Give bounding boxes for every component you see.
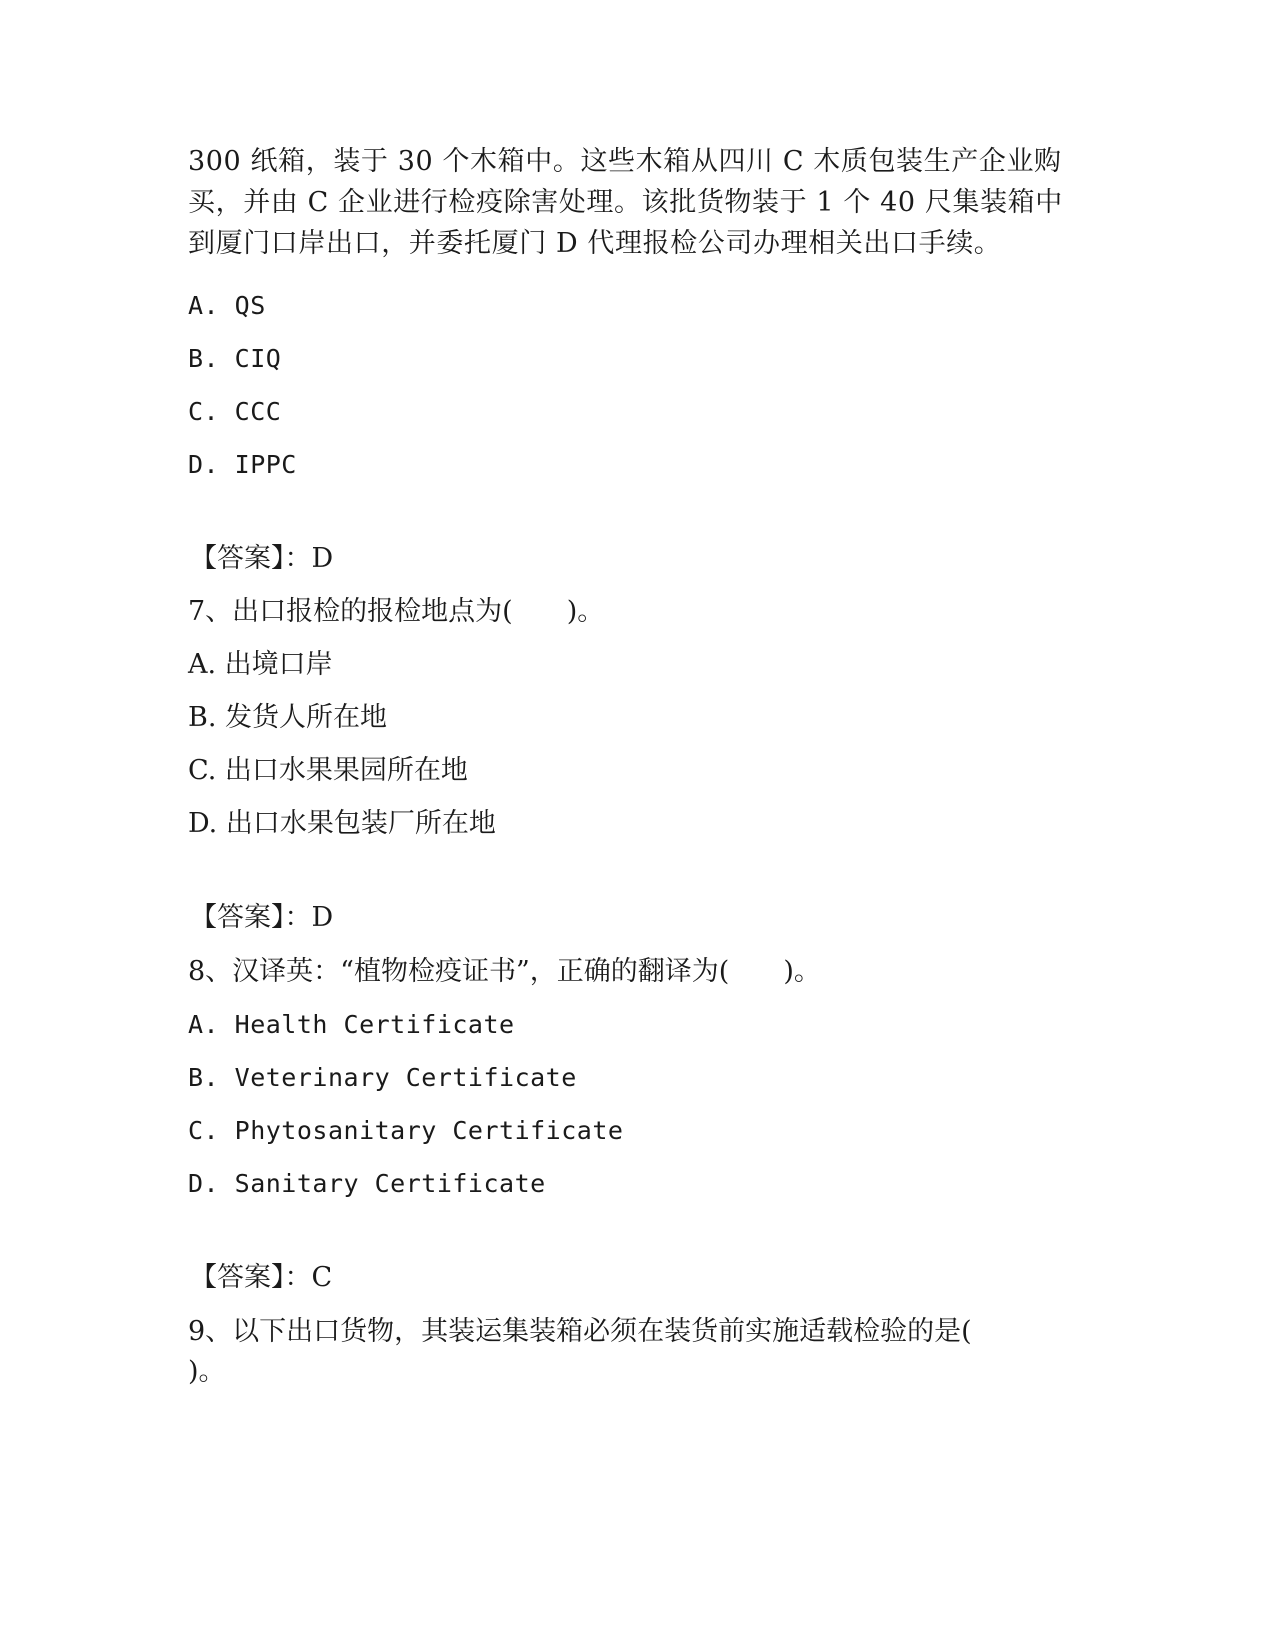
q6-answer [190,539,333,579]
answer-value: D [311,543,334,574]
answer-value: C [311,1262,333,1293]
q8-option-c: C. Phytosanitary Certificate [188,1116,624,1145]
intro-line-2: 买，并由 C 企业进行检疫除害处理。该批货物装于 1 个 40 尺集装箱中 [188,187,1063,218]
q7-option-d: D. 出口水果包装厂所在地 [188,808,496,839]
intro-line-3: 到厦门口岸出口，并委托厦门 D 代理报检公司办理相关出口手续。 [188,228,1002,259]
answer-value: D [311,902,334,933]
q8-option-b: B. Veterinary Certificate [188,1063,577,1092]
q6-option-d: D. IPPC [188,450,297,479]
q8-question: 8、汉译英：“植物检疫证书”，正确的翻译为( )。 [188,956,821,987]
intro-line-1: 300 纸箱，装于 30 个木箱中。这些木箱从四川 C 木质包装生产企业购 [188,146,1062,177]
q9-question-line-2: )。 [188,1356,226,1387]
q7-option-c: C. 出口水果果园所在地 [188,755,468,786]
q8-answer [190,1258,332,1298]
q7-option-a: A. 出境口岸 [188,649,333,680]
q7-option-b: B. 发货人所在地 [188,702,388,733]
q7-answer [190,898,333,938]
q6-option-a: A. QS [188,291,266,320]
q8-option-a: A. Health Certificate [188,1010,515,1039]
q7-question: 7、出口报检的报检地点为( )。 [188,596,605,627]
q6-option-b: B. CIQ [188,344,282,373]
answer-label: 【答案】： [190,1262,312,1293]
answer-label: 【答案】： [190,543,312,574]
q8-option-d: D. Sanitary Certificate [188,1169,546,1198]
q9-question-line-1: 9、以下出口货物，其装运集装箱必须在装货前实施适载检验的是( [188,1316,972,1347]
answer-label: 【答案】： [190,902,312,933]
q6-option-c: C. CCC [188,397,282,426]
